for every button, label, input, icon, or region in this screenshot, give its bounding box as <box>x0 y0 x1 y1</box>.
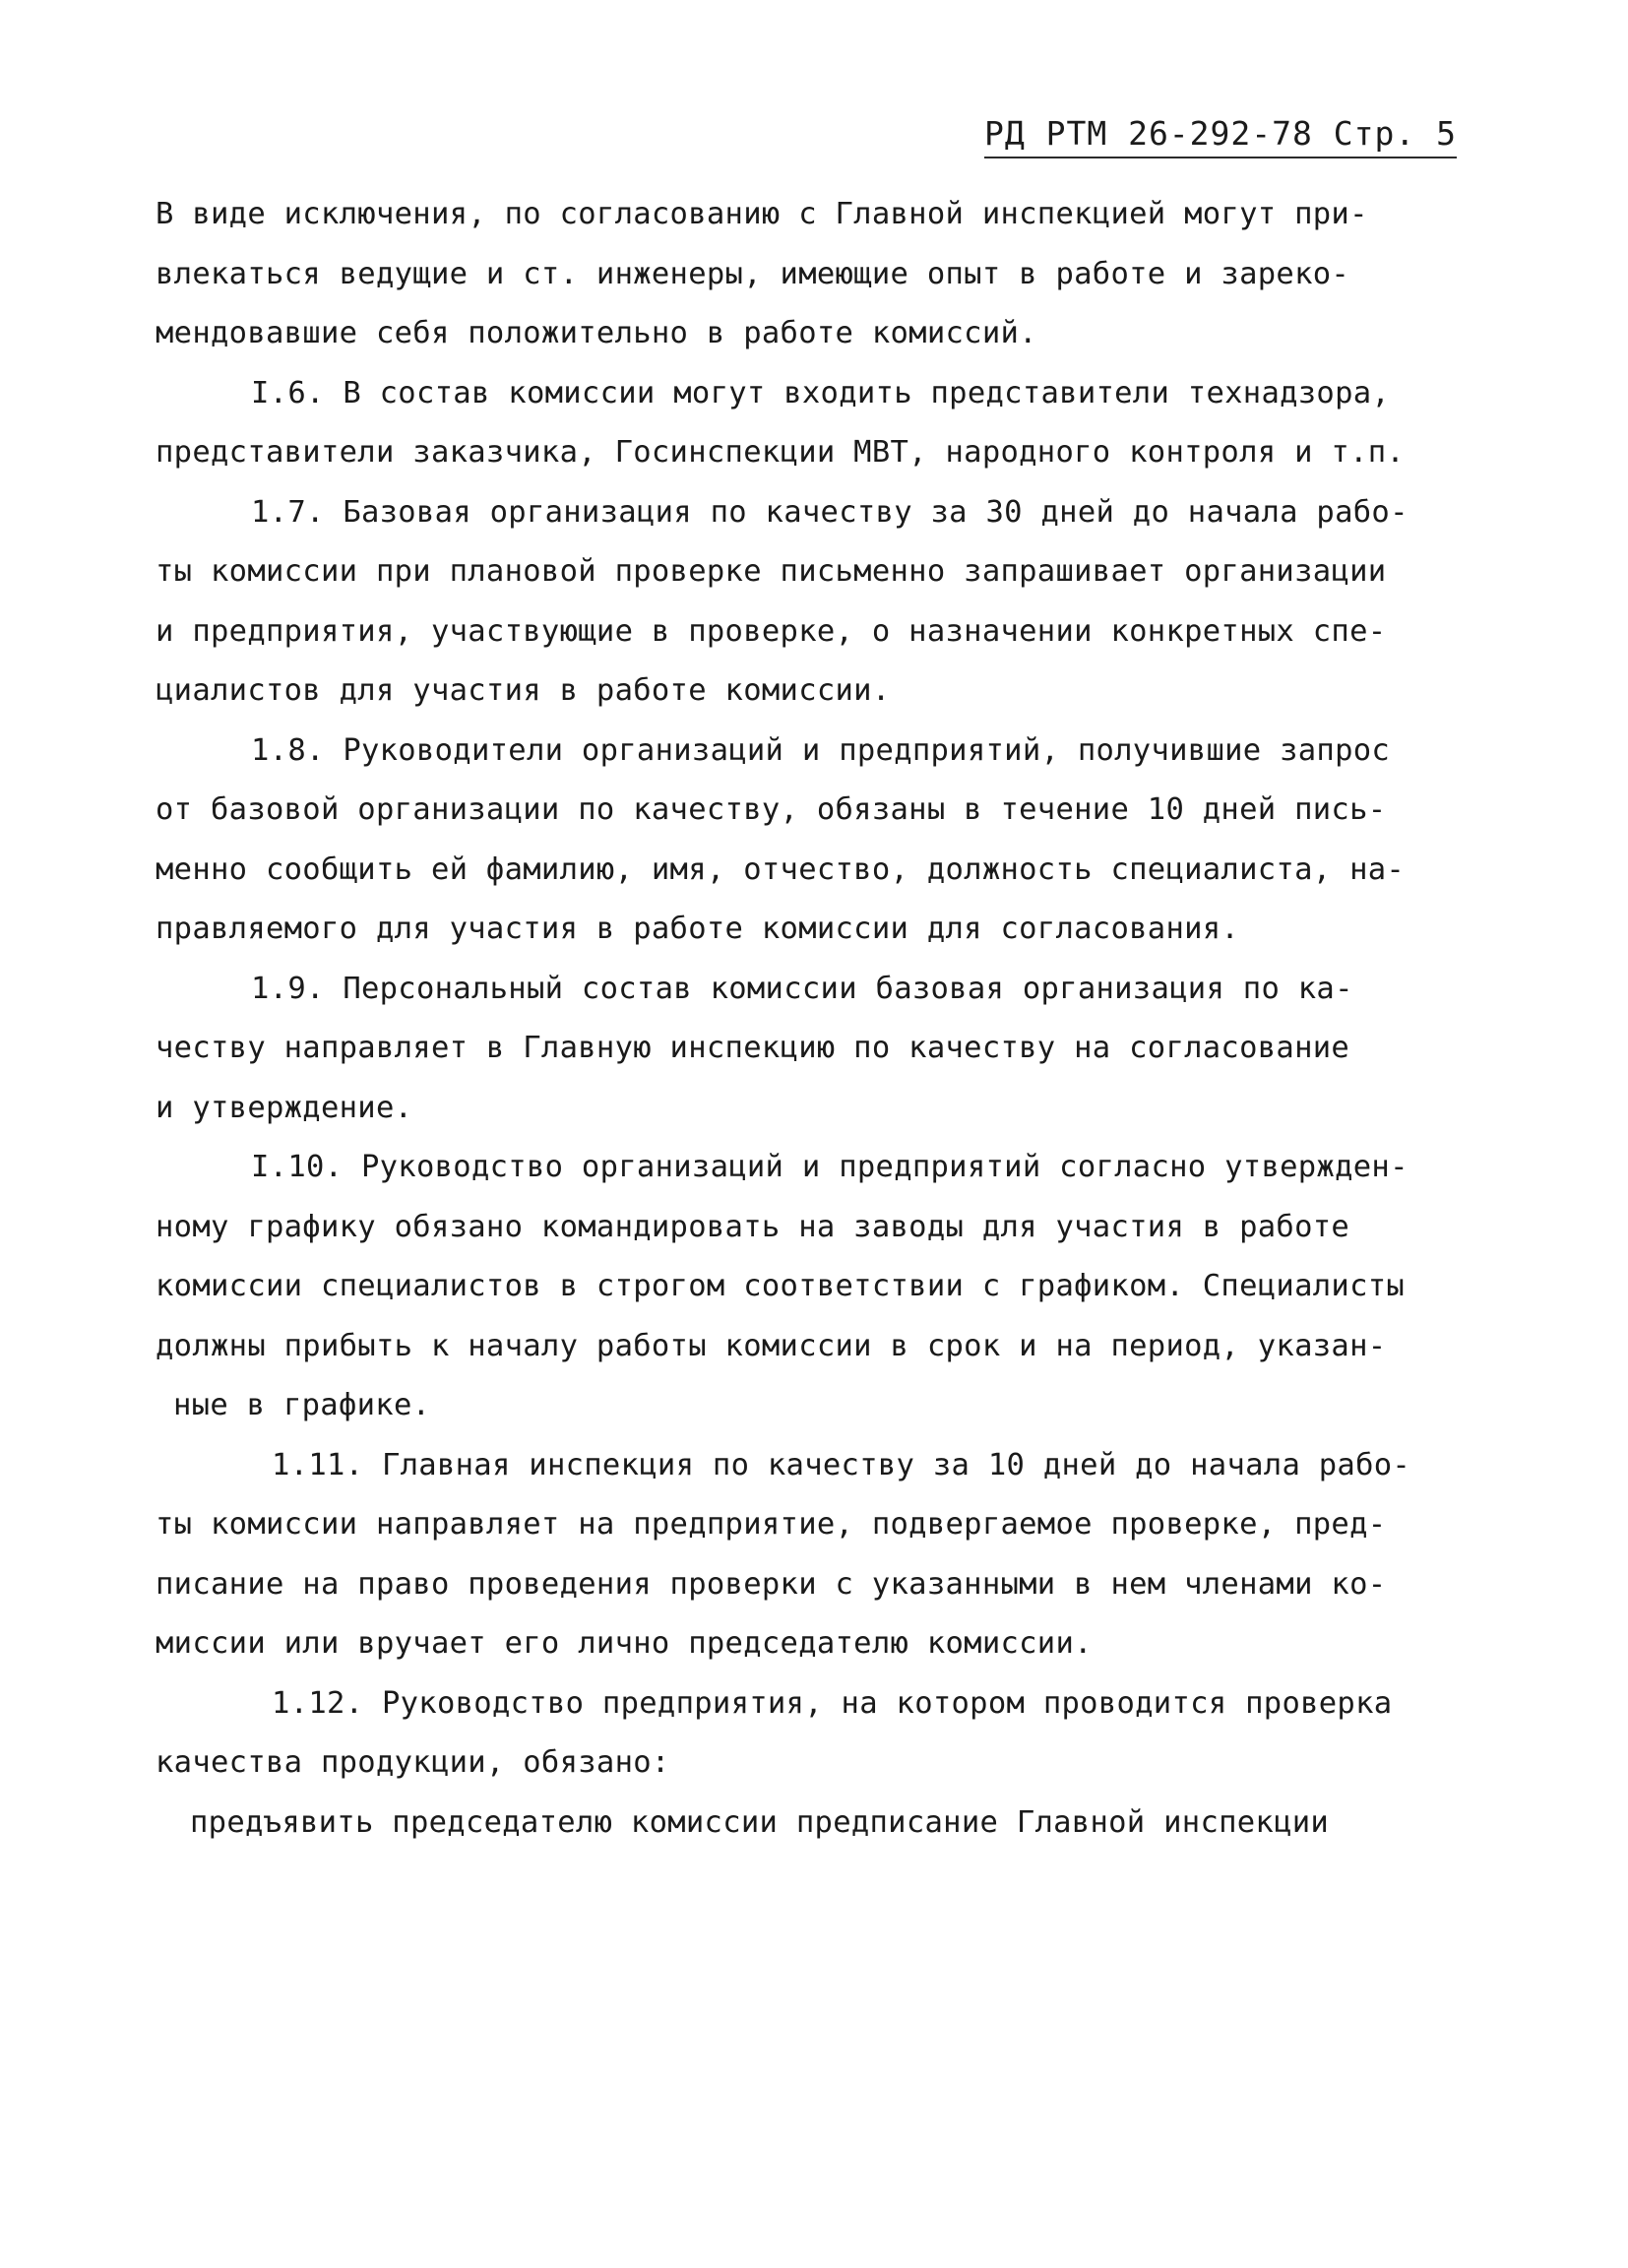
text-line: В виде исключения, по согласованию с Главной инспекцией могут при- <box>156 197 1368 231</box>
text-line: и предприятия, участвующие в проверке, о назначении конкретных спе- <box>156 613 1387 649</box>
text-line: влекаться ведущие и ст. инженеры, имеющие опыт в работе и зареко- <box>156 256 1350 291</box>
text-line: писание на право проведения проверки с указанными в нем членами ко- <box>156 1566 1387 1602</box>
text-line: 1.7. Базовая организация по качеству за 30 дней до начала рабо- <box>251 494 1409 530</box>
text-line: 1.8. Руководители организаций и предприятий, получившие запрос <box>251 732 1391 768</box>
text-line: 1.12. Руководство предприятия, на котором проводится проверка <box>272 1685 1393 1721</box>
text-line: от базовой организации по качеству, обязаны в течение 10 дней пись- <box>156 792 1387 827</box>
text-line: миссии или вручает его лично председателю комиссии. <box>156 1626 1093 1661</box>
text-line: предъявить председателю комиссии предписание Главной инспекции <box>190 1804 1330 1840</box>
text-line: менно сообщить ей фамилию, имя, отчество, должность специалиста, на- <box>156 851 1406 887</box>
text-line: мендовавшие себя положительно в работе комиссий. <box>156 316 1037 350</box>
text-line: ты комиссии при плановой проверке письменно запрашивает организации <box>156 554 1387 589</box>
page-header: РД РТМ 26-292-78 Стр. 5 <box>984 114 1457 158</box>
text-line: правляемого для участия в работе комиссии для согласования. <box>156 912 1240 946</box>
text-line: представители заказчика, Госинспекции МВТ, народного контроля и т.п. <box>156 435 1406 470</box>
text-line: I.6. В состав комиссии могут входить представители технадзора, <box>251 375 1391 410</box>
text-line: качества продукции, обязано: <box>156 1745 670 1780</box>
document-body <box>156 185 1479 1853</box>
text-line: комиссии специалистов в строгом соответствии с графиком. Специалисты <box>156 1269 1406 1303</box>
text-line: честву направляет в Главную инспекцию по качеству на согласование <box>156 1031 1350 1065</box>
text-line: и утверждение. <box>156 1090 413 1125</box>
text-line: I.10. Руководство организаций и предприятий согласно утвержден- <box>251 1150 1409 1184</box>
text-line: 1.11. Главная инспекция по качеству за 10 дней до начала рабо- <box>272 1447 1411 1482</box>
text-line: ты комиссии направляет на предприятие, подвергаемое проверке, пред- <box>156 1507 1387 1542</box>
text-line: ному графику обязано командировать на заводы для участия в работе <box>156 1209 1350 1244</box>
text-line: циалистов для участия в работе комиссии. <box>156 673 891 708</box>
text-line: ные в графике. <box>173 1388 431 1422</box>
text-line: должны прибыть к началу работы комиссии в срок и на период, указан- <box>156 1328 1387 1363</box>
text-line: 1.9. Персональный состав комиссии базовая организация по ка- <box>251 971 1353 1006</box>
